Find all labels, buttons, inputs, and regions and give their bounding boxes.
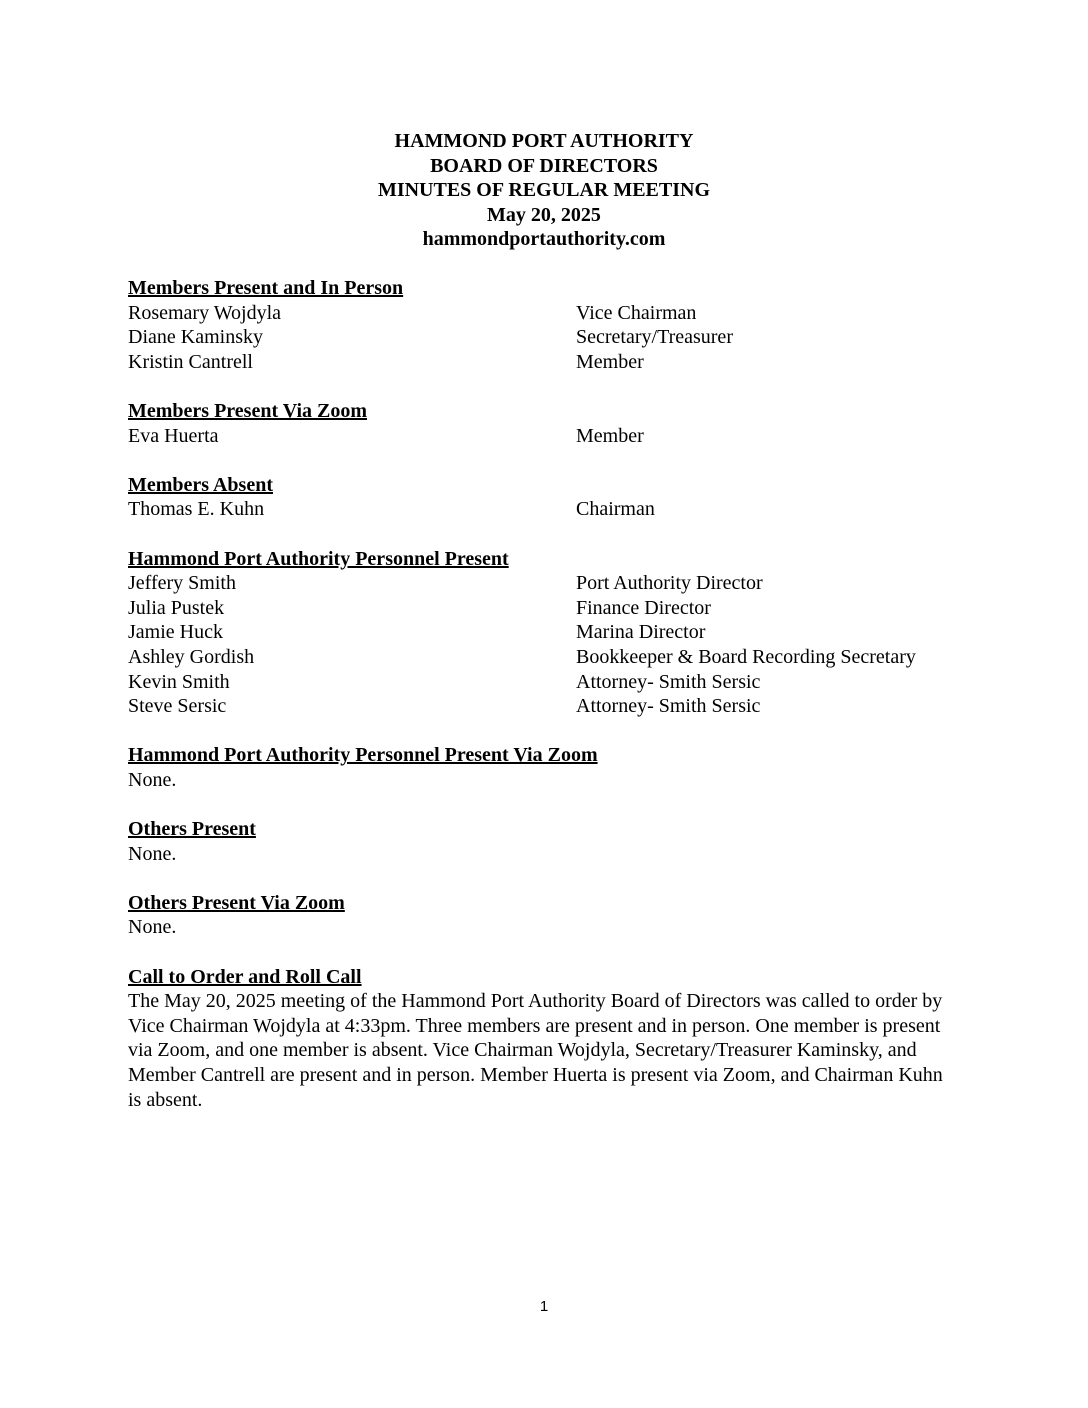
attendee-row bbox=[128, 571, 958, 596]
attendee-name: Rosemary Wojdyla bbox=[128, 301, 281, 324]
call-to-order-paragraph: The May 20, 2025 meeting of the Hammond Port Authority Board of Directors was called to order by Vice Chairman Wojdyla at 4:33pm. Three members are present and in person. One member is present via Zoom, and one member is absent. Vice Chairman Wojdyla, Secretary/Treasurer Kaminsky, and Member Cantrell are present and in person. Member Huerta is present via Zoom, and Chairman Kuhn is absent. bbox=[128, 990, 943, 1111]
section-title: Members Present and In Person bbox=[128, 277, 404, 299]
website: hammondportauthority.com bbox=[422, 228, 666, 251]
section-personnel-present bbox=[128, 547, 958, 719]
attendee-role: Marina Director bbox=[576, 621, 706, 644]
document-body bbox=[128, 276, 958, 1137]
attendee-role: Chairman bbox=[576, 498, 655, 521]
attendee-name: Eva Huerta bbox=[128, 424, 219, 447]
section-title: Call to Order and Roll Call bbox=[128, 965, 362, 988]
section-personnel-zoom bbox=[128, 743, 958, 792]
attendee-row bbox=[128, 596, 958, 621]
section-title: Others Present bbox=[128, 818, 256, 841]
document-title: MINUTES OF REGULAR MEETING bbox=[377, 179, 711, 202]
section-text: None. bbox=[128, 916, 177, 939]
attendee-role: Port Authority Director bbox=[576, 572, 763, 595]
attendee-role: Bookkeeper & Board Recording Secretary bbox=[576, 645, 916, 668]
attendee-row bbox=[128, 424, 958, 449]
attendee-row bbox=[128, 645, 958, 670]
attendee-row bbox=[128, 694, 958, 719]
attendee-role: Attorney- Smith Sersic bbox=[576, 695, 761, 718]
attendee-row bbox=[128, 301, 958, 326]
attendee-name: Kevin Smith bbox=[128, 670, 230, 693]
section-title: Members Absent bbox=[128, 473, 273, 496]
attendee-name: Kristin Cantrell bbox=[128, 350, 253, 373]
section-members-zoom bbox=[128, 399, 958, 448]
section-others-zoom bbox=[128, 891, 958, 940]
attendee-role: Member bbox=[576, 424, 644, 447]
organization-name: HAMMOND PORT AUTHORITY bbox=[394, 130, 694, 152]
meeting-date: May 20, 2025 bbox=[487, 203, 601, 226]
section-members-present bbox=[128, 276, 958, 374]
attendee-role: Attorney- Smith Sersic bbox=[576, 670, 761, 693]
attendee-row bbox=[128, 350, 958, 375]
attendee-name: Julia Pustek bbox=[128, 596, 225, 619]
section-others-present bbox=[128, 817, 958, 866]
section-title: Members Present Via Zoom bbox=[128, 399, 368, 422]
attendee-role: Finance Director bbox=[576, 596, 711, 619]
attendee-row bbox=[128, 670, 958, 695]
section-title: Hammond Port Authority Personnel Present Via Zoom bbox=[128, 744, 598, 767]
attendee-name: Steve Sersic bbox=[128, 695, 227, 718]
board-name: BOARD OF DIRECTORS bbox=[430, 154, 658, 177]
attendee-row bbox=[128, 325, 958, 350]
attendee-role: Vice Chairman bbox=[576, 301, 697, 324]
attendee-row bbox=[128, 620, 958, 645]
attendee-name: Diane Kaminsky bbox=[128, 326, 263, 349]
attendee-name: Jamie Huck bbox=[128, 621, 223, 644]
section-call-to-order bbox=[128, 965, 958, 1113]
attendee-row bbox=[128, 497, 958, 522]
attendee-name: Jeffery Smith bbox=[128, 572, 236, 595]
document-header bbox=[0, 129, 1088, 252]
section-title: Others Present Via Zoom bbox=[128, 891, 345, 914]
section-text: None. bbox=[128, 768, 177, 791]
attendee-role: Secretary/Treasurer bbox=[576, 326, 733, 349]
section-text: None. bbox=[128, 842, 177, 865]
page-number: 1 bbox=[539, 1298, 549, 1315]
section-title: Hammond Port Authority Personnel Present bbox=[128, 547, 509, 570]
attendee-name: Thomas E. Kuhn bbox=[128, 498, 265, 521]
section-members-absent bbox=[128, 473, 958, 522]
attendee-name: Ashley Gordish bbox=[128, 645, 255, 668]
attendee-role: Member bbox=[576, 350, 644, 373]
